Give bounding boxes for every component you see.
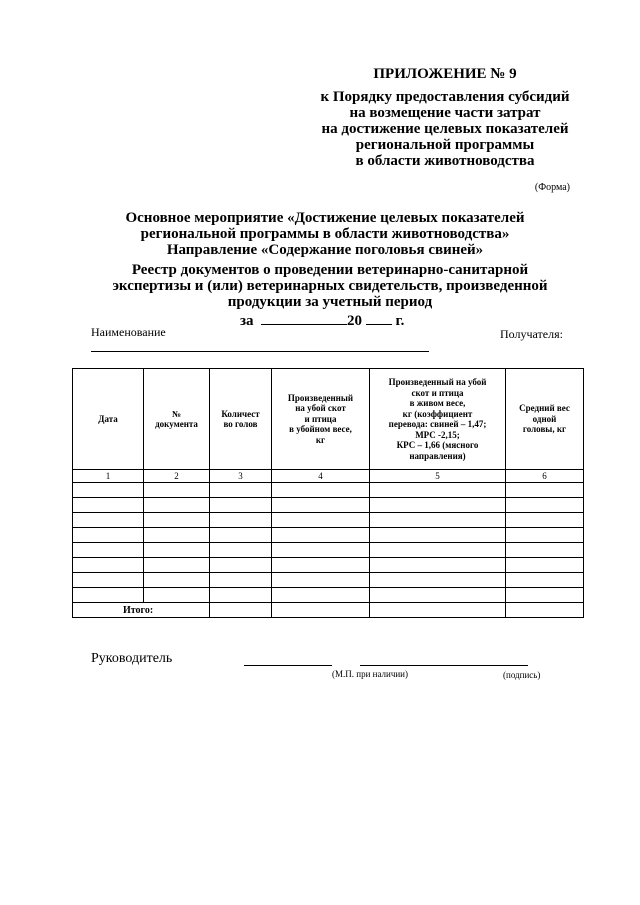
form-label: (Форма) xyxy=(534,182,570,193)
period-year: 20 xyxy=(347,313,363,329)
receiver-label: Получателя: xyxy=(500,327,563,341)
header-date: Дата xyxy=(73,369,144,470)
table-cell[interactable] xyxy=(210,558,272,573)
table-cell[interactable] xyxy=(370,603,506,618)
table-row xyxy=(73,513,584,528)
header-live-weight: Произведенный на убой скот и птица в живом весе, кг (коэффициент перевода: свиней – 1,47; МРС -2,15; КРС – 1,66 (мясного направления) xyxy=(370,369,506,470)
table-cell[interactable] xyxy=(272,573,370,588)
period-year-blank-field[interactable] xyxy=(366,311,392,325)
annex-line: на возмещение части затрат xyxy=(349,105,541,121)
table-cell[interactable] xyxy=(370,498,506,513)
table-cell[interactable] xyxy=(370,543,506,558)
header-doc-number: № документа xyxy=(144,369,210,470)
table-cell[interactable] xyxy=(144,498,210,513)
table-cell[interactable] xyxy=(272,603,370,618)
registry-title xyxy=(100,262,560,310)
table-cell[interactable] xyxy=(210,543,272,558)
header-average-weight: Средний вес одной головы, кг xyxy=(506,369,584,470)
table-row xyxy=(73,543,584,558)
period-suffix: г. xyxy=(395,313,405,329)
signature-field-line[interactable] xyxy=(360,665,528,666)
column-number-row xyxy=(73,470,584,483)
table-cell[interactable] xyxy=(73,543,144,558)
table-row xyxy=(73,558,584,573)
table-cell[interactable] xyxy=(210,498,272,513)
table-cell[interactable] xyxy=(506,528,584,543)
column-number: 3 xyxy=(210,470,272,483)
name-label: Наименование xyxy=(91,325,166,339)
table-cell[interactable] xyxy=(73,513,144,528)
period-blank-field[interactable] xyxy=(261,311,347,325)
table-row xyxy=(73,483,584,498)
registry-table xyxy=(72,368,584,618)
main-title xyxy=(80,210,570,258)
table-row xyxy=(73,528,584,543)
table-cell[interactable] xyxy=(506,483,584,498)
table-cell[interactable] xyxy=(506,543,584,558)
table-cell[interactable] xyxy=(73,483,144,498)
table-cell[interactable] xyxy=(370,513,506,528)
table-cell[interactable] xyxy=(370,588,506,603)
table-cell[interactable] xyxy=(506,573,584,588)
table-cell[interactable] xyxy=(210,528,272,543)
table-cell[interactable] xyxy=(506,558,584,573)
table-cell[interactable] xyxy=(210,588,272,603)
table-row xyxy=(73,498,584,513)
column-number: 2 xyxy=(144,470,210,483)
annex-line: региональной программы xyxy=(355,137,535,153)
period-line xyxy=(240,311,404,330)
table-cell[interactable] xyxy=(506,513,584,528)
table-cell[interactable] xyxy=(272,498,370,513)
table-cell[interactable] xyxy=(506,498,584,513)
table-cell[interactable] xyxy=(73,498,144,513)
head-label: Руководитель xyxy=(91,651,173,666)
column-number: 5 xyxy=(370,470,506,483)
table-cell[interactable] xyxy=(144,483,210,498)
column-number: 4 xyxy=(272,470,370,483)
table-row xyxy=(73,588,584,603)
table-cell[interactable] xyxy=(144,588,210,603)
table-cell[interactable] xyxy=(210,573,272,588)
table-cell[interactable] xyxy=(73,558,144,573)
table-cell[interactable] xyxy=(370,528,506,543)
table-cell[interactable] xyxy=(506,588,584,603)
table-cell[interactable] xyxy=(73,528,144,543)
main-title-line: Основное мероприятие «Достижение целевых показателей xyxy=(125,210,525,226)
column-number: 1 xyxy=(73,470,144,483)
table-cell[interactable] xyxy=(272,528,370,543)
seal-note: (М.П. при наличии) xyxy=(332,669,408,679)
column-number: 6 xyxy=(506,470,584,483)
table-row xyxy=(73,573,584,588)
table-cell[interactable] xyxy=(73,573,144,588)
name-field-line[interactable] xyxy=(91,351,429,352)
table-cell[interactable] xyxy=(144,558,210,573)
table-cell[interactable] xyxy=(272,483,370,498)
signature-note: (подпись) xyxy=(503,670,541,680)
table-cell[interactable] xyxy=(144,543,210,558)
table-cell[interactable] xyxy=(144,513,210,528)
annex-line: в области животноводства xyxy=(355,153,535,169)
table-cell[interactable] xyxy=(272,558,370,573)
table-cell[interactable] xyxy=(144,573,210,588)
registry-title-line: экспертизы и (или) ветеринарных свидетельств, произведенной xyxy=(112,278,548,294)
header-head-count: Количест во голов xyxy=(210,369,272,470)
total-row xyxy=(73,603,584,618)
table-cell[interactable] xyxy=(370,558,506,573)
table-cell[interactable] xyxy=(210,603,272,618)
registry-title-line: Реестр документов о проведении ветеринарно-санитарной xyxy=(131,262,529,278)
table-header-row xyxy=(73,369,584,470)
total-label: Итого: xyxy=(73,603,210,618)
table-cell[interactable] xyxy=(272,543,370,558)
main-title-line: Направление «Содержание поголовья свиней» xyxy=(166,242,484,258)
annex-line: на достижение целевых показателей xyxy=(321,121,569,137)
table-cell[interactable] xyxy=(272,513,370,528)
table-cell[interactable] xyxy=(210,513,272,528)
registry-title-line: продукции за учетный период xyxy=(227,294,433,310)
table-cell[interactable] xyxy=(144,528,210,543)
annex-title: ПРИЛОЖЕНИЕ № 9 xyxy=(373,66,517,82)
seal-field-line[interactable] xyxy=(244,665,332,666)
header-slaughter-weight: Произведенный на убой скот и птица в убойном весе, кг xyxy=(272,369,370,470)
table-cell[interactable] xyxy=(370,483,506,498)
period-prefix: за xyxy=(240,313,254,329)
table-cell[interactable] xyxy=(506,603,584,618)
table-cell[interactable] xyxy=(73,588,144,603)
table-cell[interactable] xyxy=(272,588,370,603)
annex-reference xyxy=(300,89,590,169)
table-cell[interactable] xyxy=(370,573,506,588)
annex-line: к Порядку предоставления субсидий xyxy=(320,89,570,105)
table-cell[interactable] xyxy=(210,483,272,498)
main-title-line: региональной программы в области животноводства» xyxy=(140,226,510,242)
